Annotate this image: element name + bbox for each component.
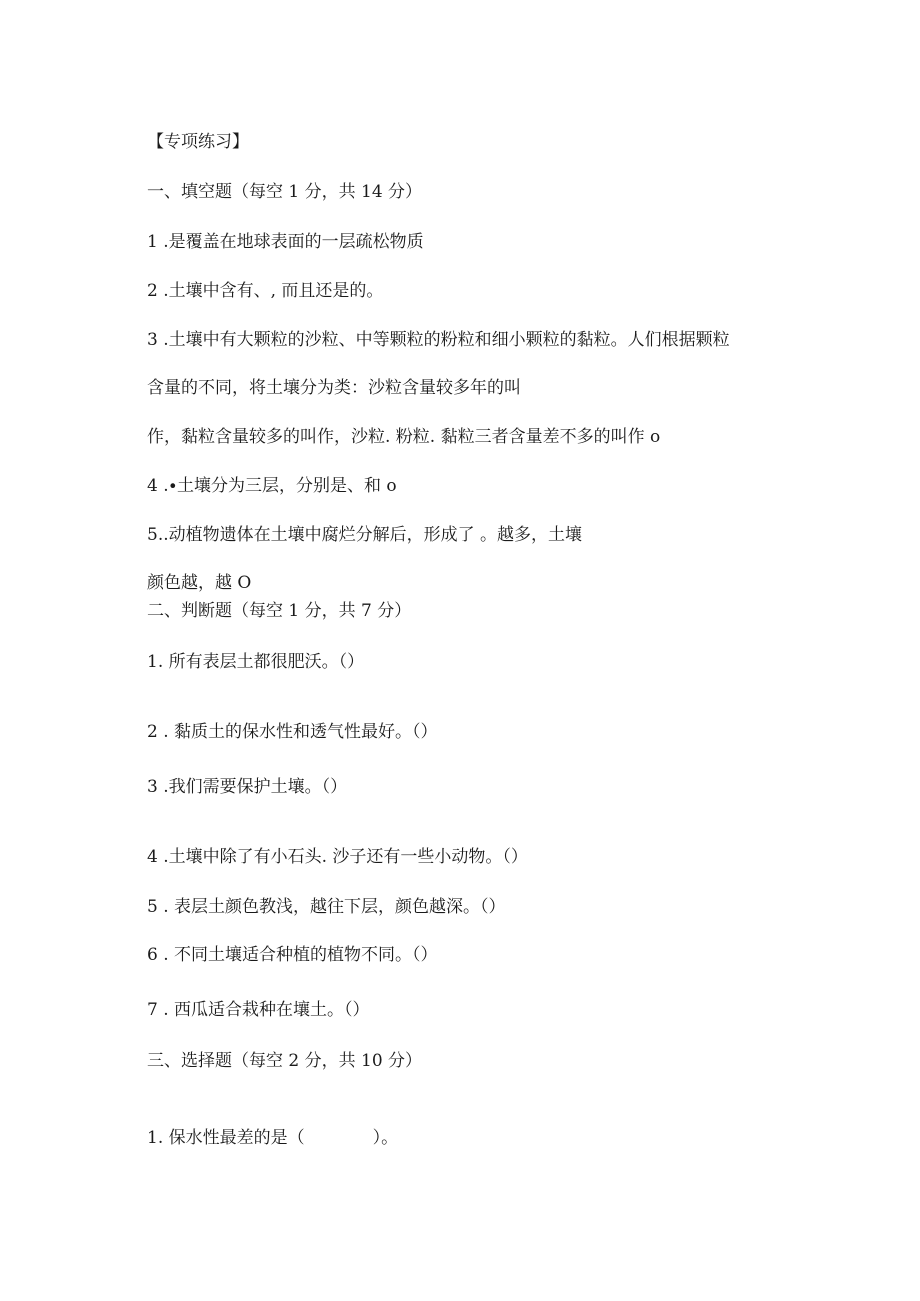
section1-question-5-line1: 5..动植物遗体在土壤中腐烂分解后，形成了 。越多，土壤 [147, 525, 583, 545]
section1-question-3-line2: 含量的不同，将土壤分为类：沙粒含量较多年的叫 [147, 378, 521, 398]
section1-question-1: 1 .是覆盖在地球表面的一层疏松物质 [147, 232, 424, 252]
page-heading: 【专项练习】 [147, 132, 249, 152]
section3-question-1: 1. 保水性最差的是（ ）。 [147, 1128, 399, 1148]
section1-question-3-line3: 作，黏粒含量较多的叫作，沙粒. 粉粒. 黏粒三者含量差不多的叫作 o [147, 427, 661, 447]
section1-question-3-line1: 3 .土壤中有大颗粒的沙粒、中等颗粒的粉粒和细小颗粒的黏粒。人们根据颗粒 [147, 330, 730, 350]
section1-question-2: 2 .土壤中含有、, 而且还是的。 [147, 281, 384, 301]
section2-question-5: 5 . 表层土颜色教浅，越往下层，颜色越深。（） [147, 897, 506, 917]
section2-question-2: 2 . 黏质土的保水性和透气性最好。（） [147, 722, 438, 742]
section2-title: 二、判断题（每空 1 分，共 7 分） [147, 601, 412, 621]
section2-question-4: 4 .土壤中除了有小石头. 沙子还有一些小动物。（） [147, 847, 528, 867]
section2-question-1: 1. 所有表层土都很肥沃。（） [147, 652, 365, 672]
section3-title: 三、选择题（每空 2 分，共 10 分） [147, 1051, 423, 1071]
section1-title: 一、填空题（每空 1 分，共 14 分） [147, 182, 423, 202]
section1-question-5-line2: 颜色越，越 O [147, 573, 252, 593]
section2-question-7: 7 . 西瓜适合栽种在壤土。（） [147, 1000, 370, 1020]
section2-question-6: 6 . 不同土壤适合种植的植物不同。（） [147, 945, 438, 965]
section2-question-3: 3 .我们需要保护土壤。（） [147, 777, 348, 797]
section1-question-4: 4 .∙土壤分为三层，分别是、和 o [147, 476, 397, 496]
